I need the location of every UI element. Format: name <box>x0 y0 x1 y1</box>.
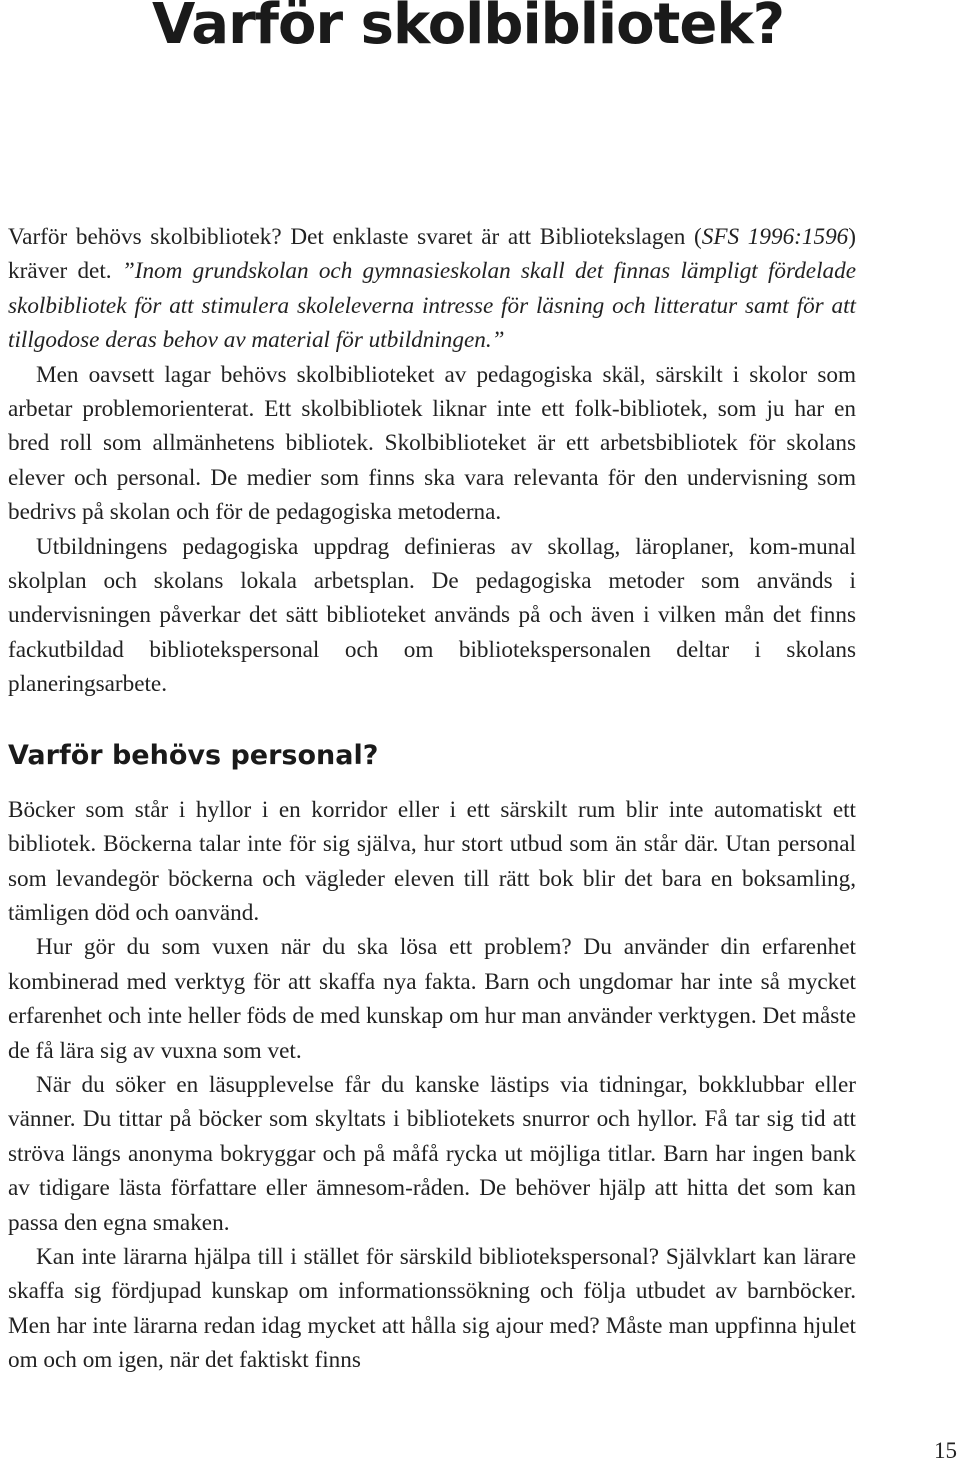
intro-paragraph <box>8 220 856 358</box>
paragraph: Kan inte lärarna hjälpa till i stället för särskild bibliotekspersonal? Självklart kan lärare skaffa sig fördjupad kunskap om informationssökning och följa utbudet av barnböcker. Men har inte lärarna redan idag mycket att hålla sig ajour med? Måste man uppfinna hjulet om och om igen, när det faktiskt finns <box>8 1243 856 1374</box>
paragraph: Böcker som står i hyllor i en korridor eller i ett särskilt rum blir inte automatiskt ett bibliotek. Böckerna talar inte för sig själva, hur stort utbud som än står där. Utan personal som levandegör böckerna och vägleder eleven till rätt bok blir det bara en boksamling, tämligen död och oanvänd. <box>8 796 856 926</box>
page-title: Varför skolbibliotek? <box>152 0 785 57</box>
paragraph: Men oavsett lagar behövs skolbiblioteket av pedagogiska skäl, särskilt i skolor som arbetar problemorienterat. Ett skolbibliotek liknar inte ett folk-bibliotek, som ju har en bred roll som allmänhetens bibliotek. Skolbiblioteket är ett arbetsbibliotek för skolans elever och personal. De medier som finns ska vara relevanta för den undervisning som bedrivs på skolan och för de pedagogiska metoderna. <box>8 361 856 526</box>
law-quote: ”Inom grundskolan och gymnasieskolan skall det finnas lämpligt fördelade skolbibliotek för att stimulera skoleleverna intresse för läsning och litteratur samt för att tillgodose deras behov av material för utbildningen.” <box>8 258 856 354</box>
paragraph: När du söker en läsupplevelse får du kanske lästips via tidningar, bokklubbar eller vänner. Du tittar på böcker som skyltats i bibliotekets snurror och hyllor. Få tar sig tid att ströva längs anonyma bokryggar och på måfå rycka ut möjliga titlar. Barn har ingen bank av tidigare lästa författare eller ämnesom-råden. De behöver hjälp att hitta det som kan passa den egna smaken. <box>8 1071 856 1236</box>
paragraph: Hur gör du som vuxen när du ska lösa ett problem? Du använder din erfarenhet kombinerad med verktyg för att skaffa nya fakta. Barn och ungdomar har inte så mycket erfarenhet och inte heller föds de med kunskap om hur man använder verktygen. Det måste de få lära sig av vuxna som vet. <box>8 934 856 1064</box>
intro-after-ref: ) kräver det. <box>8 224 856 285</box>
page-number: 15 <box>934 1438 957 1463</box>
intro-lead: Varför behövs skolbibliotek? Det enklaste svaret är att Bibliotekslagen ( <box>8 224 702 250</box>
law-reference: SFS 1996:1596 <box>701 224 849 250</box>
paragraph: Utbildningens pedagogiska uppdrag definieras av skollag, läroplaner, kom-munal skolplan och skolans lokala arbetsplan. De pedagogiska metoder som används i undervisningen påverkar det sätt biblioteket används på och även i vilken mån det finns fackutbildad bibliotekspersonal och om bibliotekspersonalen deltar i skolans planeringsarbete. <box>8 533 856 698</box>
section-heading: Varför behövs personal? <box>8 739 379 771</box>
body-text <box>8 220 856 1378</box>
